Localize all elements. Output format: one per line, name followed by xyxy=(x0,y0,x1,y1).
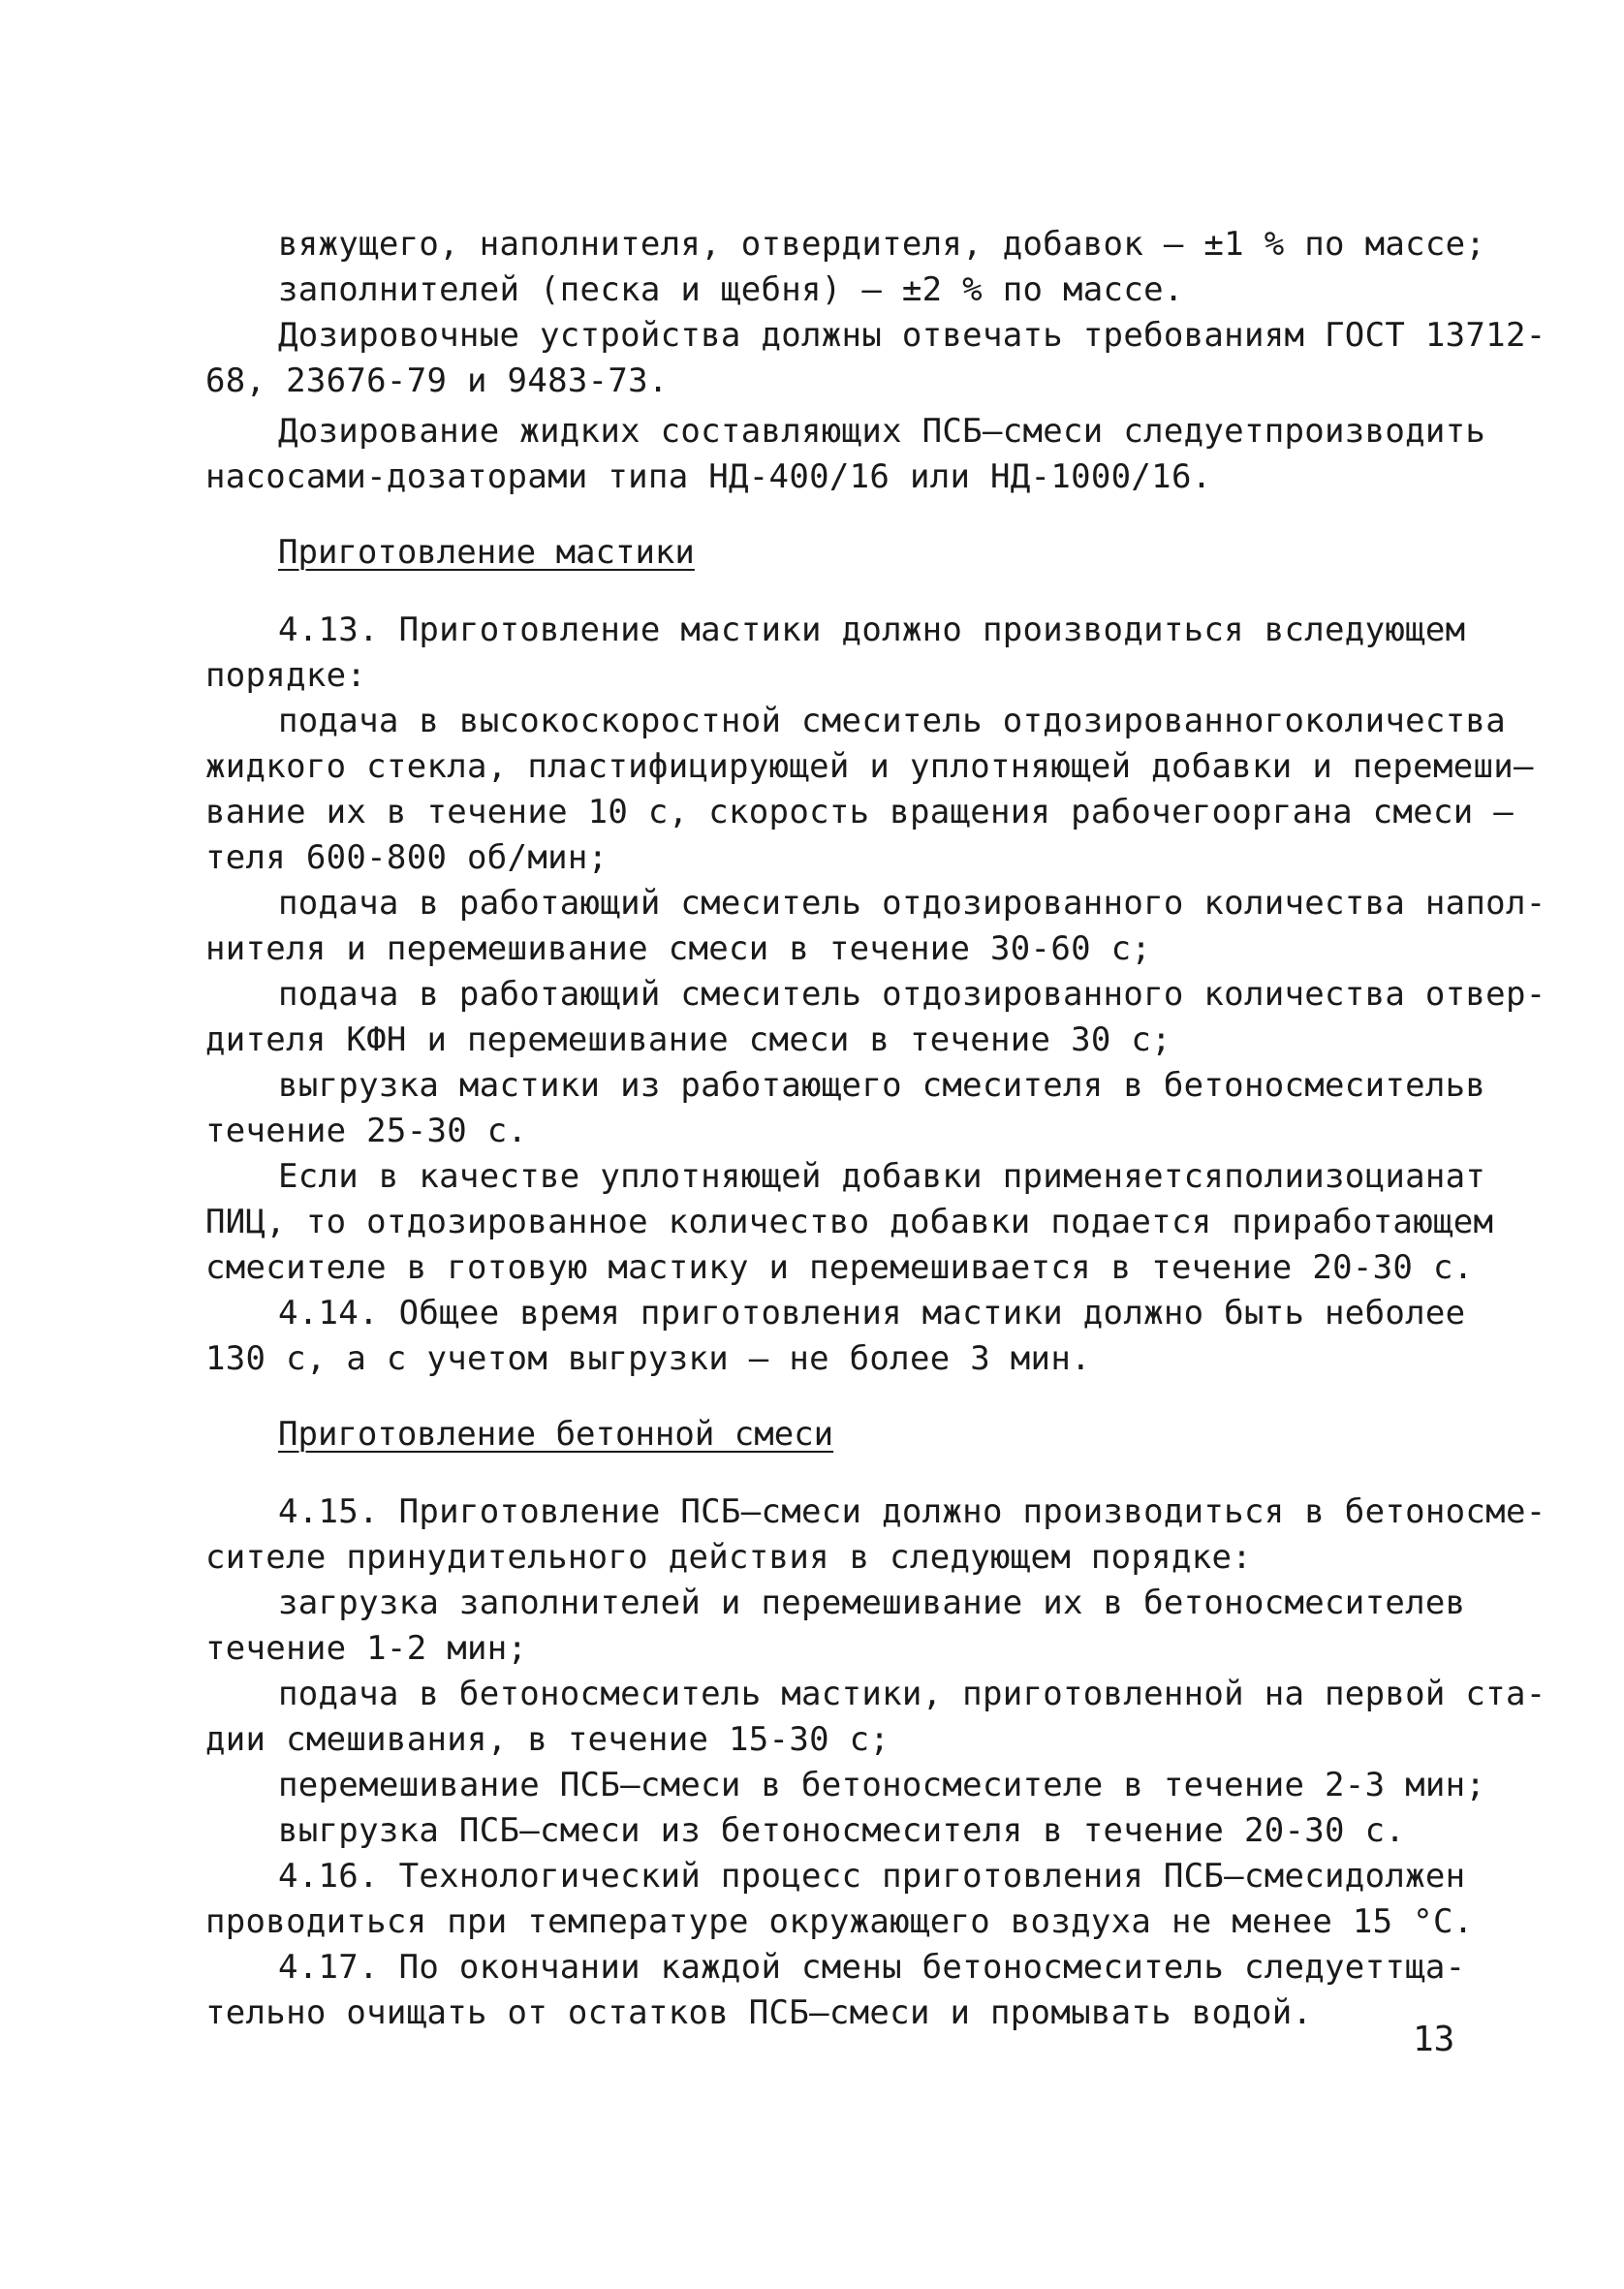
page-number: 13 xyxy=(1413,2020,1455,2059)
paragraph-4-15: 4.15. Приготовление ПСБ–смеси должно производиться в бетоносме- xyxy=(278,1492,1546,1531)
step-line: подача в работающий смеситель отдозированного количества отвер- xyxy=(278,975,1546,1014)
step-line: подача в работающий смеситель отдозированного количества напол- xyxy=(278,884,1546,923)
step-line: теля 600-800 об/мин; xyxy=(205,838,609,877)
heading-concrete-mix-preparation: Приготовление бетонной смеси xyxy=(278,1415,834,1454)
line-part: 4.13. Приготовление мастики должно производиться в xyxy=(278,611,1285,649)
line-part: выгрузка мастики из работающего смесителя в бетоносмеситель xyxy=(278,1066,1466,1105)
polyisocyanate-line: смесителе в готовую мастику и перемешивается в течение 20-30 с. xyxy=(205,1248,1474,1287)
step-line: течение 25-30 с. xyxy=(205,1112,528,1150)
line-part: полиизоцианат xyxy=(1224,1157,1486,1196)
polyisocyanate-line xyxy=(278,1157,1486,1196)
paragraph-4-17 xyxy=(278,1948,1466,1987)
line-part: загрузка заполнителей и перемешивание их в бетоносмесителе xyxy=(278,1583,1446,1622)
line-part: в xyxy=(1465,1066,1486,1105)
paragraph-4-16-line: проводиться при температуре окружающего воздуха не менее 15 °С. xyxy=(205,1902,1474,1941)
step-line xyxy=(278,1066,1486,1105)
line-part: должен xyxy=(1344,1857,1466,1896)
paragraph-4-15-line: перемешивание ПСБ–смеси в бетоносмесителе в течение 2-3 мин; xyxy=(278,1766,1486,1804)
line-order: порядке: xyxy=(205,656,367,695)
step-line xyxy=(278,702,1506,740)
line-part: количества xyxy=(1304,702,1506,740)
line-part: 4.17. По окончании каждой смены бетоносмеситель следует xyxy=(278,1948,1386,1987)
line-part: Если в качестве уплотняющей добавки применяется xyxy=(278,1157,1225,1196)
line-part: жидкого стекла, пластифицирующей и уплотняющей добавки и перемеши xyxy=(205,747,1515,786)
line-aggregate-tolerance: заполнителей (песка и щебня) – ±2 % по массе. xyxy=(278,270,1184,309)
paragraph-4-15-line xyxy=(278,1583,1466,1622)
step-line: нителя и перемешивание смеси в течение 30-60 с; xyxy=(205,929,1152,968)
line-part: более xyxy=(1364,1294,1466,1333)
line-part: Дозирование жидких составляющих ПСБ–смеси следует xyxy=(278,412,1265,451)
line-part: производить xyxy=(1264,412,1486,451)
paragraph-4-15-line: течение 1-2 мин; xyxy=(205,1629,528,1668)
polyisocyanate-line xyxy=(205,1203,1494,1241)
paragraph-4-15-line: дии смешивания, в течение 15-30 с; xyxy=(205,1720,890,1759)
line-part: органа смеси – xyxy=(1232,793,1515,831)
line-part: в xyxy=(1445,1583,1466,1622)
step-line xyxy=(205,793,1515,831)
heading-mastic-preparation: Приготовление мастики xyxy=(278,533,695,572)
paragraph-4-13 xyxy=(278,611,1466,649)
step-line xyxy=(205,747,1534,786)
line-binder-tolerance: вяжущего, наполнителя, отвердителя, добавок – ±1 % по массе; xyxy=(278,225,1486,264)
paragraph-4-17-line: тельно очищать от остатков ПСБ–смеси и промывать водой. xyxy=(205,1993,1313,2032)
paragraph-4-15-line: сителе принудительного действия в следующем порядке: xyxy=(205,1538,1253,1577)
line-liquid-dosing xyxy=(278,412,1486,451)
line-dosing-devices: Дозировочные устройства должны отвечать требованиям ГОСТ 13712- xyxy=(278,316,1546,355)
paragraph-4-15-line: выгрузка ПСБ–смеси из бетоносмесителя в течение 20-30 с. xyxy=(278,1811,1406,1850)
line-part: следующем xyxy=(1284,611,1466,649)
line-part: ПИЦ, то отдозированное количество добавки подается при xyxy=(205,1203,1293,1241)
line-part: вание их в течение 10 с, скорость вращения рабочего xyxy=(205,793,1233,831)
line-part: подача в высокоскоростной смеситель отдозированного xyxy=(278,702,1305,740)
paragraph-4-14 xyxy=(278,1294,1466,1333)
paragraph-4-15-line: подача в бетоносмеситель мастики, приготовленной на первой ста- xyxy=(278,1675,1546,1713)
line-dosing-pumps: насосами-дозаторами типа НД-400/16 или НД-1000/16. xyxy=(205,457,1212,496)
paragraph-4-14-line: 130 с, а с учетом выгрузки – не более 3 мин. xyxy=(205,1339,1091,1378)
line-part: тща- xyxy=(1385,1948,1466,1987)
line-part: 4.16. Технологический процесс приготовления ПСБ–смеси xyxy=(278,1857,1345,1896)
line-part: – xyxy=(1514,747,1534,786)
line-standards: 68, 23676-79 и 9483-73. xyxy=(205,361,669,400)
paragraph-4-16 xyxy=(278,1857,1466,1896)
step-line: дителя КФН и перемешивание смеси в течение 30 с; xyxy=(205,1020,1171,1059)
line-part: 4.14. Общее время приготовления мастики должно быть не xyxy=(278,1294,1365,1333)
line-part: работающем xyxy=(1292,1203,1494,1241)
